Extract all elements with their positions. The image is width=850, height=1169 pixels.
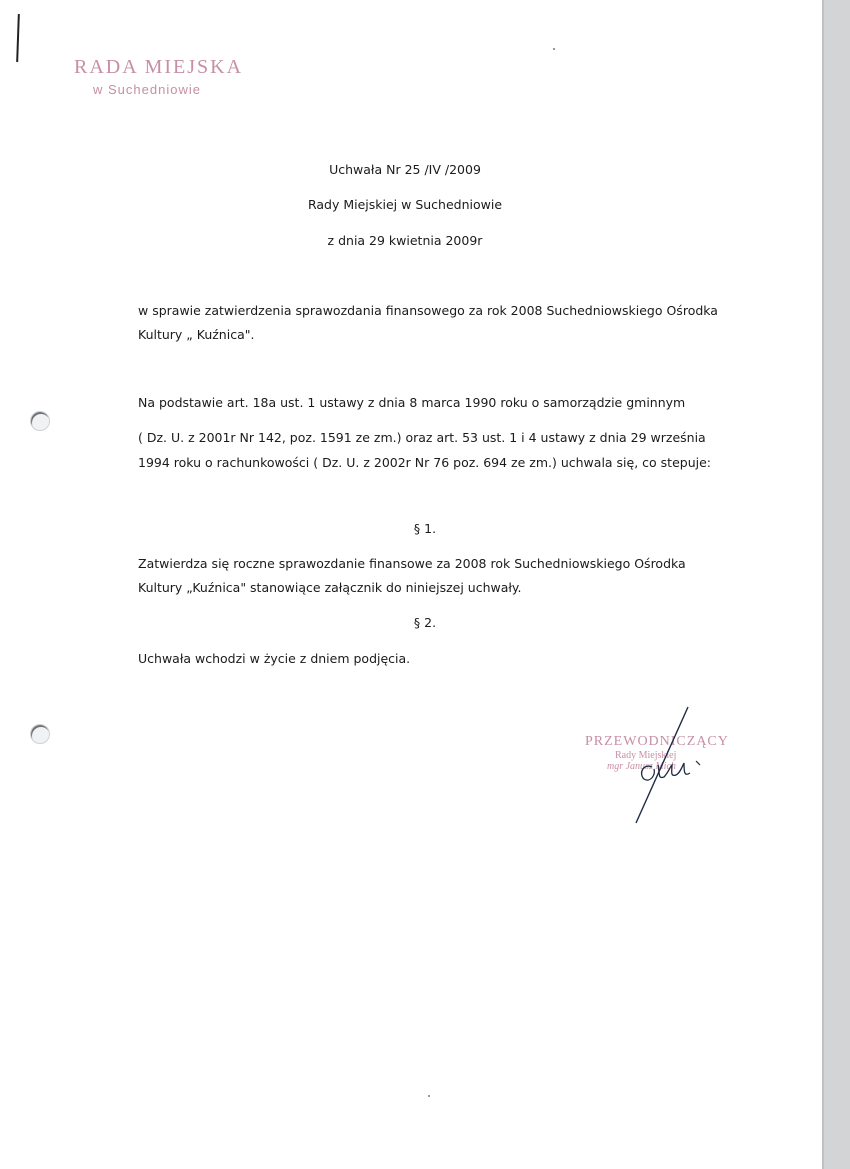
section-2-line-1: Uchwała wchodzi w życie z dniem podjęcia. — [138, 651, 411, 666]
scan-edge — [824, 0, 850, 1169]
resolution-number: Uchwała Nr 25 /IV /2009 — [329, 162, 481, 177]
chairman-name: mgr Janusz Mich — [607, 761, 676, 772]
section-1-line-2: Kultury „Kuźnica" stanowiące załącznik do niniejszej uchwały. — [138, 580, 522, 595]
resolution-issuer: Rady Miejskiej w Suchedniowie — [307, 197, 503, 212]
punch-hole-top — [30, 411, 50, 431]
handwritten-signature — [600, 705, 730, 830]
scan-speck — [553, 48, 555, 50]
chairman-council: Rady Miejskiej — [615, 750, 677, 761]
section-1-heading: § 1. — [413, 521, 437, 536]
basis-line-3: 1994 roku o rachunkowości ( Dz. U. z 2002r Nr 76 poz. 694 ze zm.) uchwala się, co stepuje: — [138, 455, 711, 470]
scan-speck — [428, 1095, 430, 1097]
section-2-heading: § 2. — [413, 615, 437, 630]
pen-mark — [16, 14, 20, 62]
chairman-title: PRZEWODNICZĄCY — [585, 734, 729, 749]
resolution-date: z dnia 29 kwietnia 2009r — [327, 233, 483, 248]
basis-line-1: Na podstawie art. 18a ust. 1 ustawy z dnia 8 marca 1990 roku o samorządzie gminnym — [138, 395, 686, 410]
stamp-rada-miejska: RADA MIEJSKA — [74, 56, 244, 78]
subject-line-1: w sprawie zatwierdzenia sprawozdania finansowego za rok 2008 Suchedniowskiego Ośrodka — [138, 303, 718, 318]
section-1-line-1: Zatwierdza się roczne sprawozdanie finansowe za 2008 rok Suchedniowskiego Ośrodka — [138, 556, 686, 571]
punch-hole-bottom — [30, 724, 50, 744]
basis-line-2: ( Dz. U. z 2001r Nr 142, poz. 1591 ze zm.) oraz art. 53 ust. 1 i 4 ustawy z dnia 29 września — [138, 430, 706, 445]
subject-line-2: Kultury „ Kuźnica". — [138, 327, 255, 342]
stamp-town: w Suchedniowie — [93, 82, 201, 97]
